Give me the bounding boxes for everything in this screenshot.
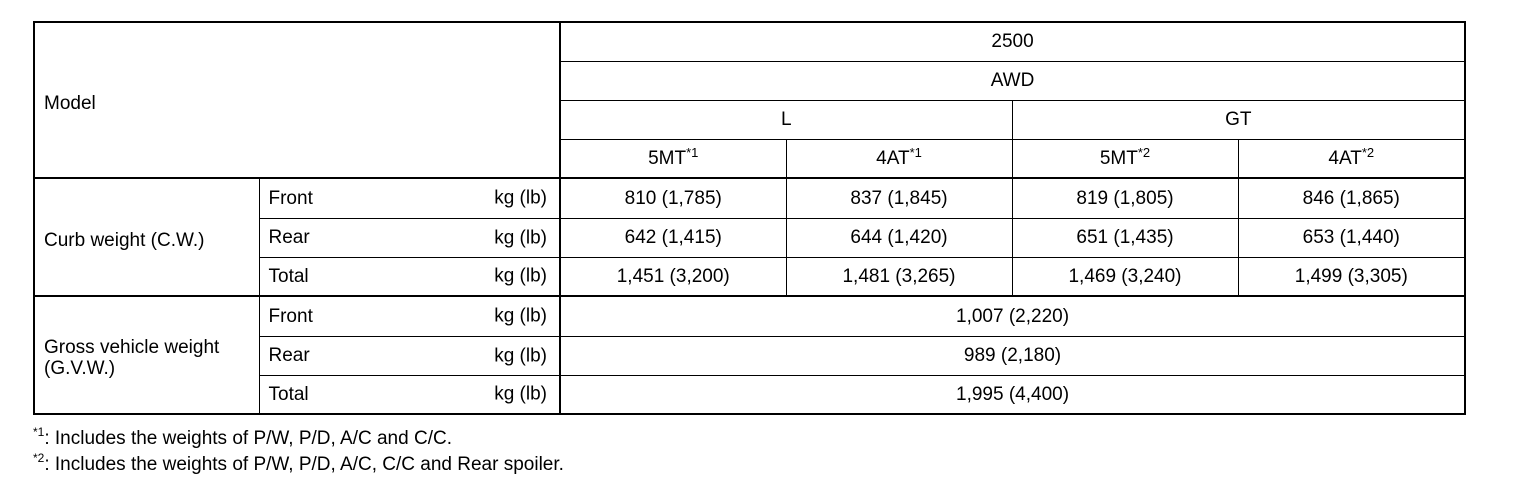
unit-label: kg (lb) <box>494 345 547 366</box>
footnote: $^{*2}$: Includes the weights of P/W, P/D, A/C, C/C and Rear spoiler. <box>33 451 564 475</box>
value-cell: 819 (1,805) <box>1012 178 1238 218</box>
unit-label: kg (lb) <box>494 187 547 209</box>
position-cell: Front kg (lb) <box>259 178 560 218</box>
value-cell: 846 (1,865) <box>1238 178 1465 218</box>
unit-label: kg (lb) <box>494 383 547 405</box>
value-cell: 651 (1,435) <box>1012 218 1238 257</box>
trim-header-gt: GT <box>1012 100 1465 139</box>
table-row <box>34 296 1465 336</box>
value-cell: 989 (2,180) <box>560 336 1465 375</box>
position-cell: Rear kg (lb) <box>259 218 560 257</box>
transmission-header: 5MT$^{*2}$ <box>1012 139 1238 178</box>
position-cell: Total kg (lb) <box>259 375 560 414</box>
value-cell: 1,995 (4,400) <box>560 375 1465 414</box>
drive-header: AWD <box>560 61 1465 100</box>
value-cell: 1,451 (3,200) <box>560 257 786 296</box>
gvw-label: Gross vehicle weight (G.V.W.) <box>34 296 259 414</box>
position-cell: Total kg (lb) <box>259 257 560 296</box>
curb-weight-label: Curb weight (C.W.) <box>34 178 259 296</box>
footnote: $^{*1}$: Includes the weights of P/W, P/D, A/C and C/C. <box>33 425 452 449</box>
value-cell: 1,499 (3,305) <box>1238 257 1465 296</box>
position-cell: Rear kg (lb) <box>259 336 560 375</box>
model-header-cell <box>34 22 560 178</box>
vehicle-weight-table <box>33 21 1466 415</box>
table-row <box>34 178 1465 218</box>
trim-header-l: L <box>560 100 1012 139</box>
value-cell: 644 (1,420) <box>786 218 1012 257</box>
footnotes <box>33 426 564 478</box>
engine-header: 2500 <box>560 22 1465 61</box>
unit-label: kg (lb) <box>494 265 547 287</box>
value-cell: 642 (1,415) <box>560 218 786 257</box>
value-cell: 1,469 (3,240) <box>1012 257 1238 296</box>
value-cell: 1,481 (3,265) <box>786 257 1012 296</box>
transmission-header: 4AT$^{*2}$ <box>1238 139 1465 178</box>
value-cell: 810 (1,785) <box>560 178 786 218</box>
position-cell: Front kg (lb) <box>259 296 560 336</box>
value-cell: 653 (1,440) <box>1238 218 1465 257</box>
model-label: Model <box>44 92 96 114</box>
value-cell: 1,007 (2,220) <box>560 296 1465 336</box>
value-cell: 837 (1,845) <box>786 178 1012 218</box>
unit-label: kg (lb) <box>494 227 547 248</box>
transmission-header: 5MT$^{*1}$ <box>560 139 786 178</box>
transmission-header: 4AT$^{*1}$ <box>786 139 1012 178</box>
unit-label: kg (lb) <box>494 305 547 327</box>
